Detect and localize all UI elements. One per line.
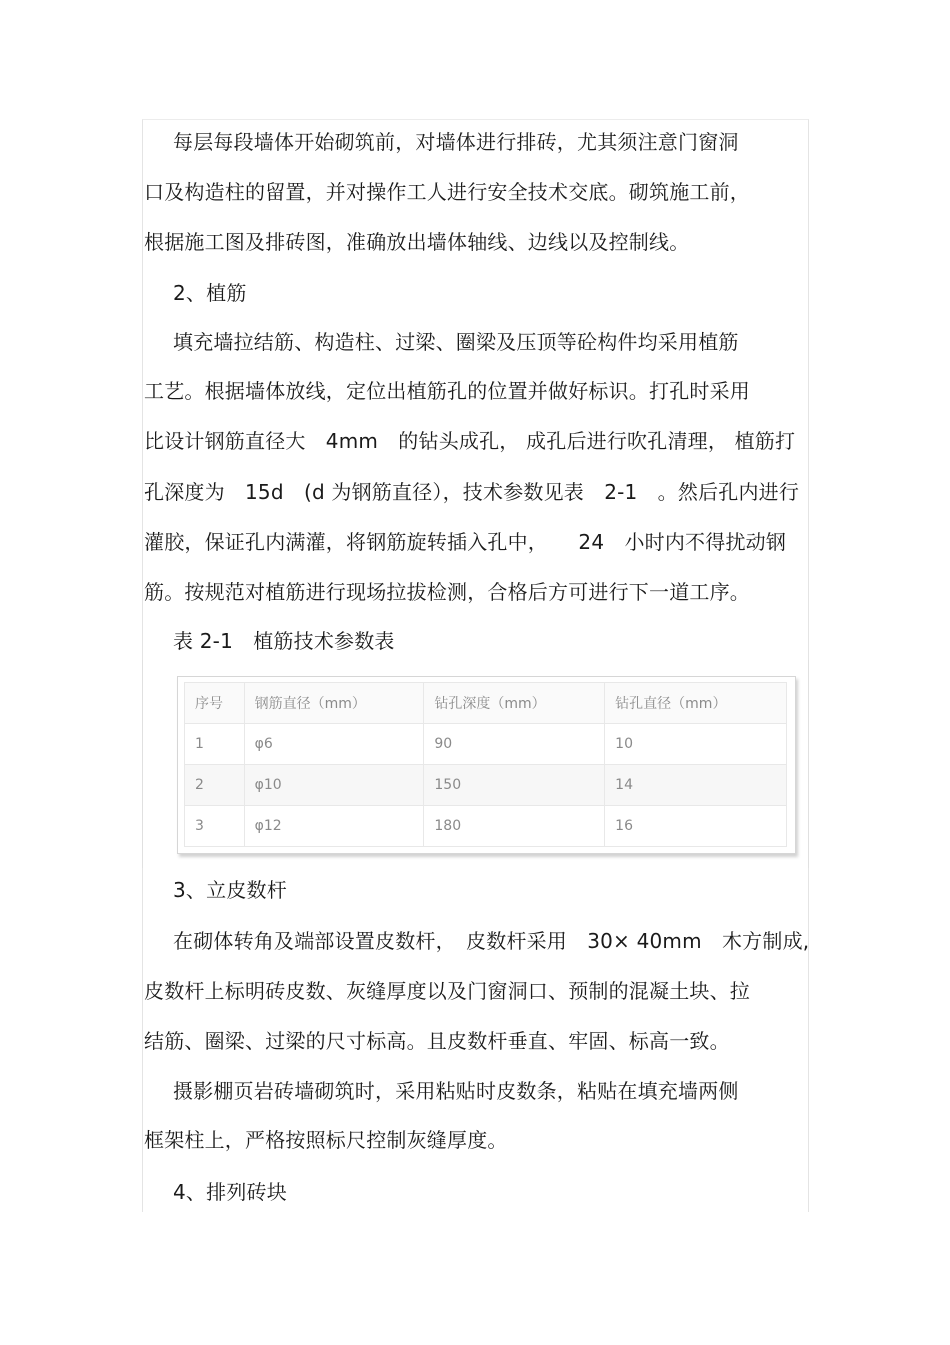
table-cell: 90 [424,724,605,765]
table-row [185,765,787,806]
paragraph-2-line-5: 灌胶，保证孔内满灌，将钢筋旋转插入孔中， 24 小时内不得扰动钢 [144,530,787,554]
paragraph-2-line-6: 筋。按规范对植筋进行现场拉拔检测，合格后方可进行下一道工序。 [144,580,750,604]
paragraph-2-line-1: 填充墙拉结筋、构造柱、过梁、圈梁及压顶等砼构件均采用植筋 [173,330,739,354]
paragraph-3-line-2: 皮数杆上标明砖皮数、灰缝厚度以及门窗洞口、预制的混凝土块、拉 [144,979,750,1003]
table-header-cell: 钻孔深度（mm） [424,683,605,724]
table-row [185,806,787,847]
table-header-row [185,683,787,724]
table-cell: 3 [185,806,245,847]
table-cell: 180 [424,806,605,847]
table-cell: 2 [185,765,245,806]
parameter-table [184,682,787,847]
table-cell: φ10 [244,765,424,806]
paragraph-1-line-1: 每层每段墙体开始砌筑前，对墙体进行排砖，尤其须注意门窗洞 [173,130,739,154]
table-caption: 表 2-1 植筋技术参数表 [173,629,395,653]
table-cell: φ12 [244,806,424,847]
paragraph-1-line-2: 口及构造柱的留置，并对操作工人进行安全技术交底。砌筑施工前， [144,180,750,204]
paragraph-3-line-3: 结筋、圈梁、过梁的尺寸标高。且皮数杆垂直、牢固、标高一致。 [144,1029,730,1053]
table-header-cell: 序号 [185,683,245,724]
paragraph-4-line-2: 框架柱上，严格按照标尺控制灰缝厚度。 [144,1128,508,1152]
section-heading-3: 3、立皮数杆 [173,878,287,902]
table-cell: 16 [605,806,787,847]
paragraph-2-line-3: 比设计钢筋直径大 4mm 的钻头成孔， 成孔后进行吹孔清理， 植筋打 [144,429,796,453]
paragraph-2-line-4: 孔深度为 15d (d 为钢筋直径），技术参数见表 2-1 。然后孔内进行 [144,480,800,504]
paragraph-3-line-1: 在砌体转角及端部设置皮数杆， 皮数杆采用 30× 40mm 木方制成, [173,929,810,953]
table-row [185,724,787,765]
paragraph-1-line-3: 根据施工图及排砖图，准确放出墙体轴线、边线以及控制线。 [144,230,690,254]
paragraph-4-line-1: 摄影棚页岩砖墙砌筑时，采用粘贴时皮数条，粘贴在填充墙两侧 [173,1079,739,1103]
section-heading-2: 2、植筋 [173,281,247,305]
table-cell: 1 [185,724,245,765]
table-header-cell: 钻孔直径（mm） [605,683,787,724]
table-cell: φ6 [244,724,424,765]
paragraph-2-line-2: 工艺。根据墙体放线，定位出植筋孔的位置并做好标识。打孔时采用 [144,379,750,403]
parameter-table-image [177,676,796,854]
section-heading-4: 4、排列砖块 [173,1180,287,1204]
table-cell: 10 [605,724,787,765]
table-cell: 150 [424,765,605,806]
table-cell: 14 [605,765,787,806]
table-header-cell: 钢筋直径（mm） [244,683,424,724]
